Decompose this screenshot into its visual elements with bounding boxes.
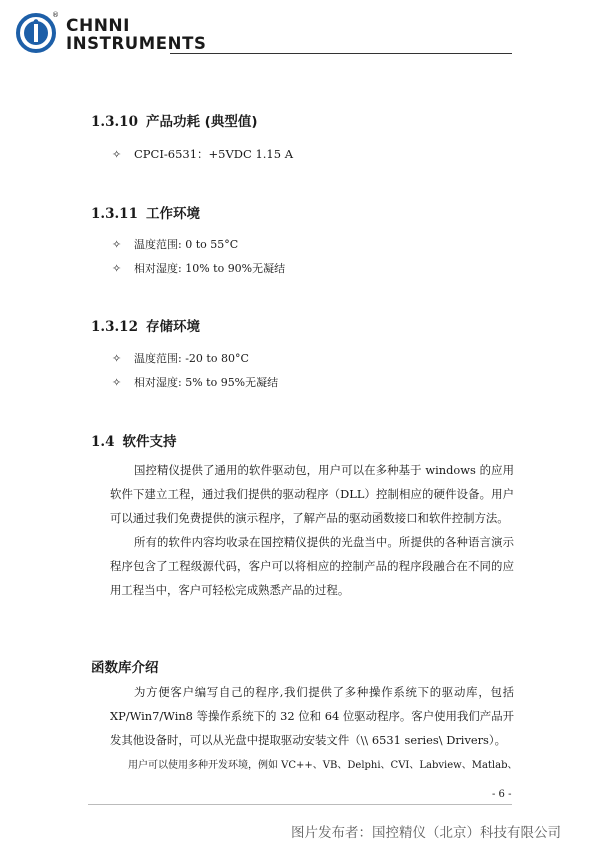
list-item — [112, 260, 285, 276]
list-item-text: 相对湿度: 10% to 90%无凝结 — [134, 262, 286, 275]
list-item-text: CPCI-6531：+5VDC 1.15 A — [134, 147, 294, 161]
brand-line-2: INSTRUMENTS — [66, 34, 207, 53]
page-number: - 6 - — [492, 789, 512, 800]
paragraph: 国控精仪提供了通用的软件驱动包，用户可以在多种基于 windows 的应用软件下建立工程，通过我们提供的驱动程序（DLL）控制相应的硬件设备。用户可以通过我们免费提供的演示程序，了解产品的驱动函数接口和软件控制方法。 — [110, 463, 514, 525]
section-title: 存储环境 — [145, 319, 200, 335]
section-heading-power — [91, 110, 258, 130]
footer-rule — [88, 804, 512, 805]
publisher-watermark: 图片发布者：国控精仪（北京）科技有限公司 — [291, 825, 561, 841]
section-heading-library — [91, 656, 159, 676]
section-heading-software — [91, 430, 177, 450]
section-number: 1.4 — [91, 434, 115, 450]
list-item-text: 相对湿度: 5% to 95%无凝结 — [134, 376, 279, 389]
list-item-text: 温度范围: -20 to 80°C — [134, 352, 249, 365]
registered-mark: ® — [52, 11, 59, 19]
section-title: 软件支持 — [122, 434, 177, 450]
list-item — [112, 236, 238, 252]
software-body — [110, 458, 514, 602]
section-title: 产品功耗 (典型值) — [145, 114, 258, 130]
chnni-logo-icon — [16, 13, 56, 53]
bullet-diamond-icon: ✧ — [112, 262, 122, 275]
section-heading-storage-env — [91, 315, 200, 335]
brand-name — [66, 17, 206, 53]
section-title: 函数库介绍 — [91, 660, 159, 676]
section-heading-work-env — [91, 202, 200, 222]
paragraph: 所有的软件内容均收录在国控精仪提供的光盘当中。所提供的各种语言演示程序包含了工程级源代码，客户可以将相应的控制产品的程序段融合在不同的应用工程当中，客户可轻松完成熟悉产品的过程。 — [110, 535, 514, 597]
section-title: 工作环境 — [145, 206, 200, 222]
section-number: 1.3.11 — [91, 206, 138, 222]
bullet-diamond-icon: ✧ — [112, 238, 122, 251]
list-item — [112, 350, 249, 366]
bullet-diamond-icon: ✧ — [112, 352, 122, 365]
list-item — [112, 374, 278, 390]
section-number: 1.3.10 — [91, 114, 138, 130]
bullet-diamond-icon: ✧ — [112, 376, 122, 389]
header-rule — [170, 53, 512, 54]
paragraph: 为方便客户编写自己的程序,我们提供了多种操作系统下的驱动库，包括 XP/Win7/Win8 等操作系统下的 32 位和 64 位驱动程序。客户使用我们产品开发其他设备时，可以从光盘中提取驱动安装文件（\\ 6531 series\ Drivers）。 — [110, 685, 514, 747]
library-body — [110, 680, 514, 752]
library-note: 用户可以使用多种开发环境，例如 VC++、VB、Delphi、CVI、Labview、Matlab、 — [128, 760, 518, 771]
brand-line-1: CHNNI — [66, 16, 130, 36]
list-item — [112, 146, 293, 162]
section-number: 1.3.12 — [91, 319, 138, 335]
list-item-text: 温度范围: 0 to 55°C — [134, 238, 239, 251]
bullet-diamond-icon: ✧ — [112, 148, 122, 161]
